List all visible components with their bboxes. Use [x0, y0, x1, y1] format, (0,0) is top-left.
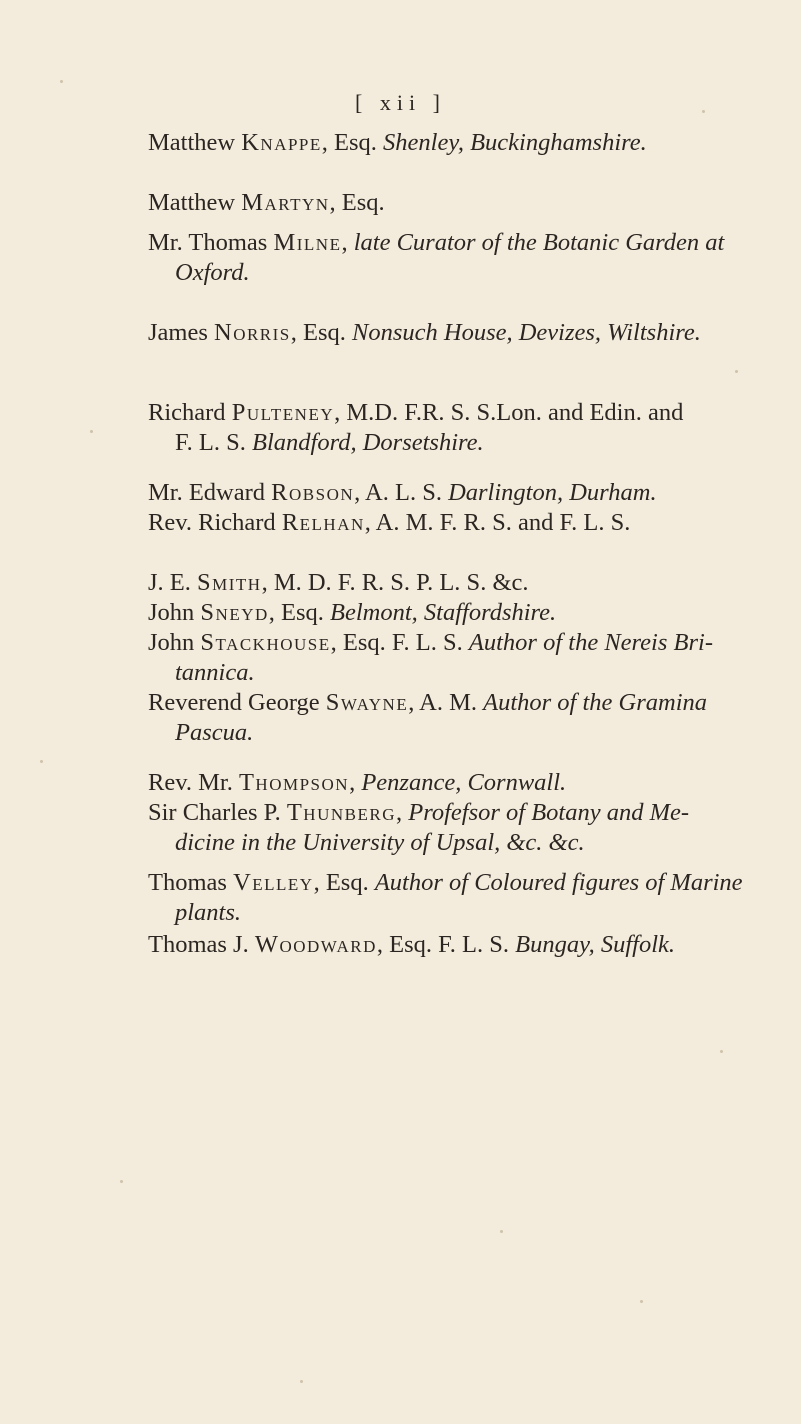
- entry-continuation-line: [148, 718, 788, 748]
- surname: Milne: [273, 229, 342, 256]
- subscriber-entry: [148, 128, 788, 158]
- paper-speck: [40, 760, 43, 763]
- subscriber-entry: [148, 508, 788, 538]
- italic-text: plants.: [175, 899, 242, 926]
- italic-text: dicine in the University of Upsal, &c. &c.: [175, 829, 585, 856]
- entry-continuation-line: [148, 828, 788, 858]
- italic-text: Belmont, Staffordshire.: [330, 599, 557, 626]
- subscriber-entry: [148, 598, 788, 628]
- text-segment: Rev. Mr.: [148, 769, 239, 796]
- surname: Relhan: [281, 509, 365, 536]
- surname: Smith: [197, 569, 262, 596]
- entry-continuation-line: [148, 258, 788, 288]
- text-segment: F. L. S.: [175, 429, 253, 456]
- subscriber-entry: [148, 768, 788, 798]
- text-segment: Mr. Edward: [148, 479, 272, 506]
- text-segment: , A. M. F. R. S. and F. L. S.: [364, 509, 631, 536]
- surname: Thompson: [238, 769, 350, 796]
- entry-line: [148, 930, 788, 960]
- subscriber-entry: [148, 688, 788, 748]
- subscriber-entry: [148, 228, 788, 288]
- surname: Norris: [214, 319, 291, 346]
- entry-line: [148, 768, 788, 798]
- subscriber-entry: [148, 868, 788, 928]
- paper-speck: [60, 80, 63, 83]
- surname: Thunberg: [286, 799, 396, 826]
- paper-speck: [120, 1180, 123, 1183]
- text-segment: Reverend George: [148, 689, 326, 716]
- surname: Woodward: [254, 931, 377, 958]
- entry-line: [148, 188, 788, 218]
- italic-text: Author of the Gramina: [483, 689, 708, 716]
- entry-continuation-line: [148, 898, 788, 928]
- entry-continuation-line: [148, 428, 788, 458]
- text-segment: Sir Charles P.: [148, 799, 287, 826]
- surname: Pulteney: [231, 399, 335, 426]
- entry-continuation-line: [148, 658, 788, 688]
- paper-speck: [500, 1230, 503, 1233]
- text-segment: John: [148, 629, 201, 656]
- text-segment: John: [148, 599, 201, 626]
- entry-line: [148, 398, 788, 428]
- text-segment: , M.D. F.R. S. S.Lon. and Edin. and: [334, 399, 684, 426]
- italic-text: Penzance, Cornwall.: [361, 769, 567, 796]
- text-segment: Thomas: [148, 869, 234, 896]
- entry-line: [148, 478, 788, 508]
- italic-text: Shenley, Buckinghamshire.: [383, 129, 647, 156]
- text-segment: , Esq.: [290, 319, 353, 346]
- subscriber-entry: [148, 930, 788, 960]
- text-segment: ,: [341, 229, 354, 256]
- entry-line: [148, 508, 788, 538]
- entry-line: [148, 868, 788, 898]
- text-segment: J. E.: [148, 569, 197, 596]
- text-segment: , Esq.: [313, 869, 375, 896]
- text-segment: , Esq.: [268, 599, 331, 626]
- surname: Sneyd: [200, 599, 269, 626]
- paper-speck: [735, 370, 738, 373]
- subscriber-entry: [148, 478, 788, 508]
- italic-text: Profefsor of Botany and Me-: [408, 799, 690, 826]
- surname: Stackhouse: [200, 629, 331, 656]
- text-segment: Rev. Richard: [148, 509, 282, 536]
- text-segment: , M. D. F. R. S. P. L. S. &c.: [261, 569, 529, 596]
- page-number: [ xii ]: [355, 90, 446, 115]
- italic-text: Author of the Nereis Bri-: [468, 629, 713, 656]
- paper-speck: [300, 1380, 303, 1383]
- text-segment: , Esq. F. L. S.: [330, 629, 469, 656]
- entry-line: [148, 628, 788, 658]
- entry-line: [148, 568, 788, 598]
- entry-line: [148, 688, 788, 718]
- text-segment: ,: [395, 799, 409, 826]
- paper-speck: [90, 430, 93, 433]
- italic-text: Pascua.: [175, 719, 254, 746]
- entry-line: [148, 798, 788, 828]
- text-segment: , Esq.: [329, 189, 385, 216]
- subscriber-entry: [148, 568, 788, 598]
- entry-line: [148, 318, 788, 348]
- italic-text: Bungay, Suffolk.: [515, 931, 676, 958]
- surname: Robson: [271, 479, 355, 506]
- text-segment: Richard: [148, 399, 232, 426]
- subscriber-entry: [148, 798, 788, 858]
- subscriber-entry: [148, 188, 788, 218]
- text-segment: James: [148, 319, 214, 346]
- paper-speck: [720, 1050, 723, 1053]
- entry-line: [148, 228, 788, 258]
- text-segment: , A. L. S.: [354, 479, 449, 506]
- surname: Martyn: [241, 189, 330, 216]
- italic-text: tannica.: [175, 659, 255, 686]
- italic-text: Blandford, Dorsetshire.: [252, 429, 484, 456]
- italic-text: Darlington, Durham.: [448, 479, 657, 506]
- subscriber-entry: [148, 318, 788, 348]
- surname: Velley: [233, 869, 314, 896]
- italic-text: Author of Coloured figures of Marine: [374, 869, 743, 896]
- italic-text: late Curator of the Botanic Garden at: [353, 229, 725, 256]
- subscriber-entry: [148, 398, 788, 458]
- text-segment: , A. M.: [408, 689, 484, 716]
- text-segment: ,: [349, 769, 362, 796]
- text-segment: Matthew: [148, 189, 242, 216]
- entry-line: [148, 598, 788, 628]
- paper-speck: [640, 1300, 643, 1303]
- subscriber-entry: [148, 628, 788, 688]
- italic-text: Nonsuch House, Devizes, Wiltshire.: [352, 319, 701, 346]
- italic-text: Oxford.: [175, 259, 250, 286]
- paper-speck: [702, 110, 705, 113]
- text-segment: Thomas J.: [148, 931, 255, 958]
- entry-line: [148, 128, 788, 158]
- text-segment: Mr. Thomas: [148, 229, 274, 256]
- surname: Swayne: [325, 689, 409, 716]
- text-segment: , Esq. F. L. S.: [376, 931, 516, 958]
- surname: Knappe: [241, 129, 322, 156]
- text-segment: , Esq.: [321, 129, 384, 156]
- text-segment: Matthew: [148, 129, 242, 156]
